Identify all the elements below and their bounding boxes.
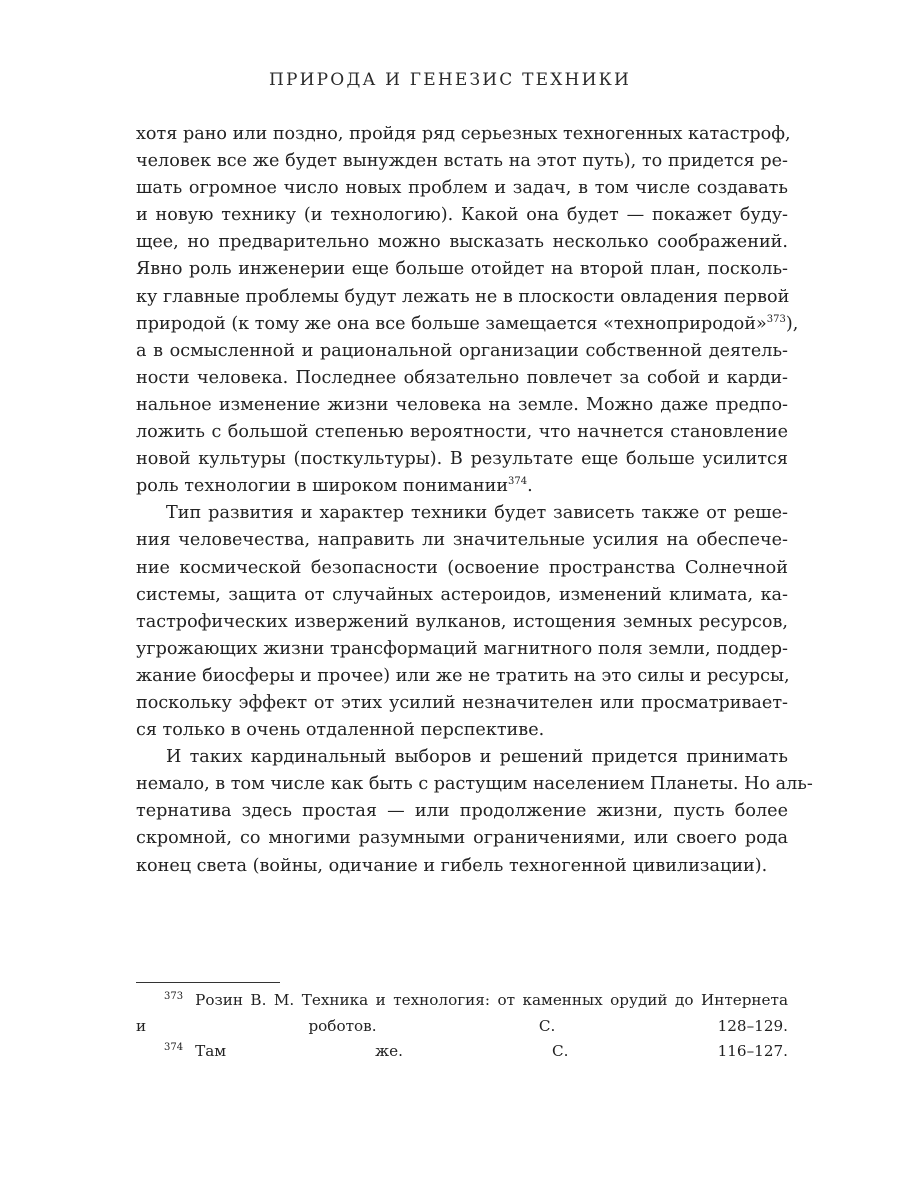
line-text: роль технологии в широком понимании — [136, 476, 509, 497]
line-tail: ), — [785, 313, 799, 334]
footnote-line — [136, 988, 788, 1014]
text-line: поскольку эффект от этих усилий незначителен или просматривает- — [136, 692, 788, 713]
text-line: щее, но предварительно можно высказать несколько соображений. — [136, 232, 788, 253]
footnote-ref-373[interactable]: 373 — [766, 313, 786, 325]
main-text — [136, 121, 813, 880]
footnote-text: Там же. С. 116–127. — [195, 1042, 788, 1060]
text-line: а в осмысленной и рациональной организации собственной деятель- — [136, 340, 788, 361]
footnote-373 — [136, 988, 788, 1039]
line-text: природой (к тому же она все больше замещается «технoприродой» — [136, 313, 767, 334]
running-head: ПРИРОДА И ГЕНЕЗИС ТЕХНИКИ — [268, 70, 631, 90]
text-line: новой культуры (посткультуры). В результате еще больше усилится — [136, 449, 788, 470]
text-line: шать огромное число новых проблем и задач, в том числе создавать — [136, 178, 788, 199]
footnote-ref-374[interactable]: 374 — [508, 476, 528, 488]
text-line: тернатива здесь простая — или продолжение жизни, пусть более — [136, 801, 788, 822]
text-line: жание биосферы и прочее) или же не тратить на это силы и ресурсы, — [136, 665, 790, 686]
text-line: немало, в том числе как быть с растущим населением Планеты. Но аль- — [136, 774, 813, 795]
text-line: человек все же будет вынужден встать на этот путь), то придется ре- — [136, 151, 788, 172]
footnote-number: 373 — [164, 991, 184, 1002]
footnote-line: и роботов. С. 128–129. — [136, 1016, 788, 1035]
text-line: Явно роль инженерии еще больше отойдет на второй план, посколь- — [136, 259, 788, 280]
footnote-number: 374 — [164, 1042, 184, 1053]
footnotes — [136, 988, 788, 1065]
text-line: Тип развития и характер техники будет зависеть также от реше- — [166, 503, 788, 524]
text-line: хотя рано или поздно, пройдя ряд серьезных техногенных катастроф, — [136, 124, 791, 144]
text-line: скромной, со многими разумными ограничениями, или своего рода — [136, 828, 788, 849]
text-line: ложить с большой степенью вероятности, что начнется становление — [136, 422, 788, 443]
text-line: системы, защита от случайных астероидов, изменений климата, ка- — [136, 584, 788, 605]
text-line: ся только в очень отдаленной перспективе. — [136, 720, 545, 741]
footnote-line — [136, 1039, 788, 1065]
text-line: И таких кардинальный выборов и решений придется принимать — [166, 747, 788, 768]
text-line: нальное изменение жизни человека на земле. Можно даже предпо- — [136, 394, 788, 415]
text-line: ности человека. Последнее обязательно повлечет за собой и карди- — [136, 367, 788, 388]
text-line: ния человечества, направить ли значительные усилия на обеспече- — [136, 530, 788, 551]
line-tail: . — [527, 476, 533, 497]
text-line: и новую технику (и технологию). Какой она будет — покажет буду- — [136, 205, 788, 226]
paragraph-1 — [136, 121, 799, 500]
footnote-separator — [136, 982, 280, 983]
text-line: угрожающих жизни трансформаций магнитного поля земли, поддер- — [136, 638, 788, 659]
footnote-374 — [136, 1039, 788, 1065]
text-line: ние космической безопасности (освоение пространства Солнечной — [136, 557, 788, 578]
paragraph-2 — [136, 500, 788, 744]
footnote-text: Розин В. М. Техника и технология: от каменных орудий до Интернета — [195, 991, 788, 1009]
text-line: тастрофических извержений вулканов, истощения земных ресурсов, — [136, 611, 788, 632]
text-line-with-footnote — [136, 311, 799, 338]
text-line: ку главные проблемы будут лежать не в плоскости овладения первой — [136, 286, 790, 307]
paragraph-3 — [136, 744, 813, 879]
text-line-with-footnote — [136, 473, 788, 500]
text-line: конец света (войны, одичание и гибель техногенной цивилизации). — [136, 855, 768, 876]
